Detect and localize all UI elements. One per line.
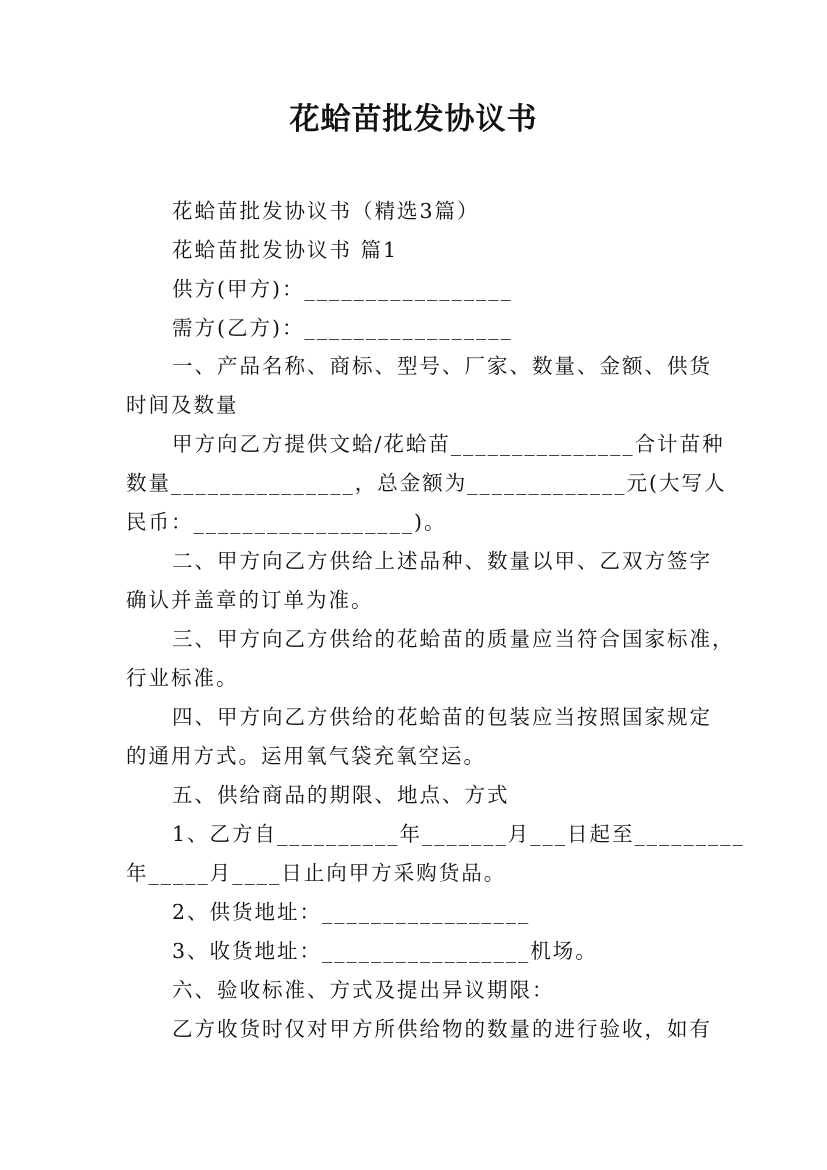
doc-line-clause-5-1-cont: 年_____月____日止向甲方采购货品。 (126, 861, 507, 885)
doc-line-clause-5: 五、供给商品的期限、地点、方式 (172, 783, 510, 807)
doc-line-section-heading: 花蛤苗批发协议书 篇1 (172, 238, 399, 262)
doc-line-clause-5-3: 3、收货地址：_________________机场。 (172, 939, 598, 963)
doc-line-supplier: 供方(甲方)：_________________ (172, 277, 513, 301)
doc-line-clause-2-cont: 确认并盖章的订单为准。 (126, 588, 374, 612)
doc-line-clause-2: 二、甲方向乙方供给上述品种、数量以甲、乙双方签字 (172, 549, 712, 573)
doc-line-subtitle: 花蛤苗批发协议书（精选3篇） (172, 199, 480, 223)
doc-line-supply-desc-end: 民币：__________________)。 (126, 510, 447, 534)
doc-line-clause-6: 六、验收标准、方式及提出异议期限： (172, 978, 555, 1002)
document-title: 花蛤苗批发协议书 (289, 102, 538, 137)
doc-line-clause-4: 四、甲方向乙方供给的花蛤苗的包装应当按照国家规定 (172, 705, 712, 729)
doc-line-clause-5-2: 2、供货地址：_________________ (172, 900, 531, 924)
doc-line-clause-5-1: 1、乙方自__________年_______月___日起至_________ (172, 822, 745, 846)
doc-line-supply-desc-cont: 数量_______________，总金额为_____________元(大写人 (126, 471, 727, 495)
doc-line-clause-3: 三、甲方向乙方供给的花蛤苗的质量应当符合国家标准， (172, 627, 735, 651)
doc-line-clause-4-cont: 的通用方式。运用氧气袋充氧空运。 (126, 744, 486, 768)
doc-line-buyer: 需方(乙方)：_________________ (172, 316, 513, 340)
doc-line-clause-1-cont: 时间及数量 (126, 393, 239, 417)
doc-line-supply-desc: 甲方向乙方提供文蛤/花蛤苗_______________合计苗种 (172, 432, 725, 456)
doc-line-clause-1: 一、产品名称、商标、型号、厂家、数量、金额、供货 (172, 354, 712, 378)
doc-line-clause-6-body: 乙方收货时仅对甲方所供给物的数量的进行验收，如有 (172, 1017, 712, 1041)
doc-line-clause-3-cont: 行业标准。 (126, 666, 239, 690)
